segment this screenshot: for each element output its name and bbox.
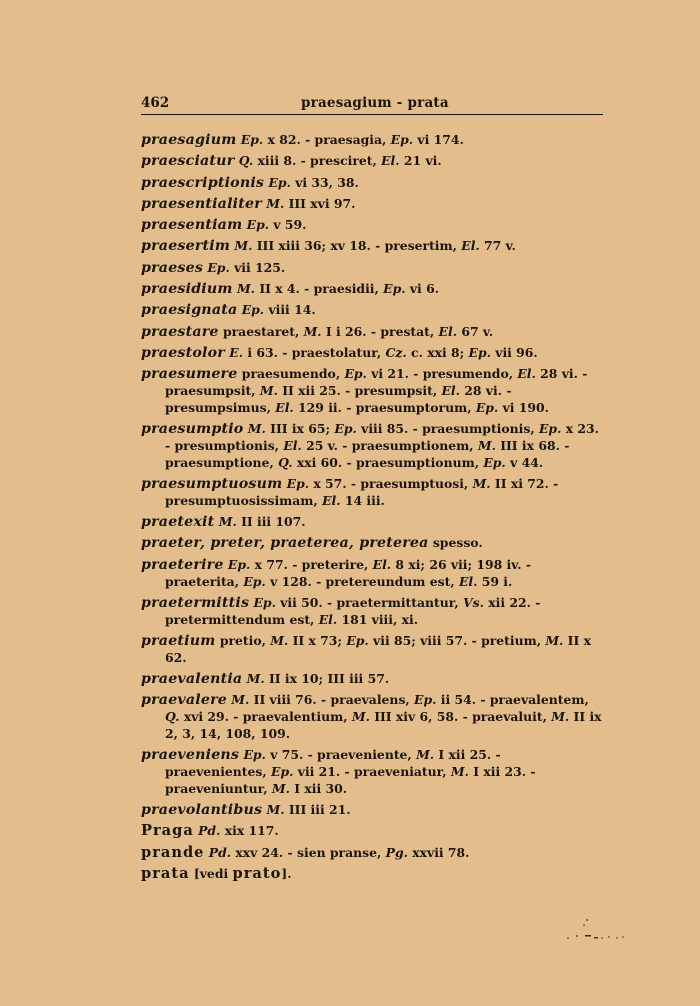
- entry-headword: prata: [141, 864, 190, 882]
- dictionary-entry: [141, 535, 603, 552]
- citation-text: II viii 76. - praevalens,: [249, 692, 415, 708]
- citation-text: II ix 10; III iii 57.: [264, 671, 390, 687]
- work-abbreviation: Pg.: [385, 844, 408, 860]
- dictionary-entry: [141, 175, 603, 192]
- work-abbreviation: Ep.: [243, 573, 266, 589]
- citation-text: vii 96.: [490, 344, 538, 360]
- entry-headword: praesciatur: [141, 153, 235, 170]
- entry-list: [141, 132, 603, 887]
- citation-text: vi 6.: [405, 281, 440, 297]
- work-abbreviation: El.: [441, 383, 460, 399]
- dictionary-entry: [141, 302, 603, 319]
- work-abbreviation: El.: [438, 323, 458, 339]
- citation-text: spesso.: [432, 535, 483, 551]
- entry-headword: praescriptionis: [141, 174, 265, 191]
- citation-text: III xiv 6, 58. - praevaluit,: [369, 709, 552, 725]
- citation-text: xvi 29. - praevalentium,: [179, 709, 352, 725]
- dictionary-entry: [141, 238, 603, 255]
- entry-headword: praesentialiter: [141, 195, 262, 212]
- citation-text: x 23. - presumptionis,: [165, 421, 599, 453]
- entry-headword: Praga: [141, 822, 194, 840]
- entry-headword: praetexit: [141, 514, 215, 531]
- citation-text: III xiii 36; xv 18. - presertim,: [252, 238, 462, 254]
- dictionary-entry: [141, 476, 603, 510]
- scan-specks-decoration: [565, 916, 627, 942]
- citation-text: v 75. - praeveniente,: [265, 747, 417, 763]
- work-abbreviation: Ep.: [227, 556, 251, 572]
- entry-headword: praesumptuosum: [141, 476, 283, 493]
- citation-text: 28 vi. - praesumpsit,: [165, 366, 588, 399]
- citation-text: vi 190.: [498, 399, 549, 415]
- work-abbreviation: Ep.: [414, 692, 437, 708]
- citation-text: v 44.: [505, 454, 544, 470]
- citation-text: vi 174.: [413, 132, 464, 147]
- entry-headword: praesignata: [141, 302, 238, 319]
- work-abbreviation: Ep.: [241, 302, 265, 318]
- work-abbreviation: M.: [266, 802, 285, 818]
- citation-text: 28 vi. - presumpsimus,: [165, 383, 512, 415]
- work-abbreviation: M.: [271, 780, 290, 796]
- work-abbreviation: M.: [234, 238, 253, 254]
- work-abbreviation: Ep.: [243, 747, 266, 763]
- citation-text: ].: [281, 865, 292, 881]
- dictionary-entry: [141, 692, 603, 742]
- citation-text: I xii 23. - praeveniuntur,: [165, 764, 536, 796]
- work-abbreviation: M.: [246, 671, 265, 687]
- work-abbreviation: Ep.: [246, 217, 270, 233]
- citation-text: v 128. - pretereundum est,: [265, 573, 459, 589]
- citation-text: v 59.: [269, 217, 307, 233]
- dictionary-entry: [141, 153, 603, 170]
- citation-text: viii 85. - praesumptionis,: [356, 421, 539, 437]
- work-abbreviation: M.: [545, 632, 564, 648]
- citation-text: III ix 68. - praesumptione,: [165, 437, 570, 470]
- work-abbreviation: El.: [322, 492, 341, 508]
- entry-headword: praesumptio: [141, 421, 244, 438]
- citation-text: II x 4. - praesidii,: [255, 281, 384, 297]
- work-abbreviation: Ep.: [207, 259, 230, 275]
- dictionary-entry: [141, 421, 603, 471]
- citation-text: x 82. - praesagia,: [263, 132, 391, 147]
- citation-text: vi 33, 38.: [290, 174, 359, 190]
- work-abbreviation: Ep.: [346, 632, 369, 648]
- work-abbreviation: Ep.: [344, 366, 367, 382]
- work-abbreviation: Cz.: [385, 344, 407, 360]
- citation-text: I xii 30.: [289, 780, 348, 796]
- entry-headword: prande: [141, 843, 205, 861]
- work-abbreviation: Vs.: [463, 594, 484, 610]
- citation-text: II xii 25. - presumpsit,: [277, 383, 442, 399]
- citation-text: praesumendo,: [241, 366, 345, 382]
- citation-text: i 63. - praestolatur,: [243, 344, 386, 360]
- work-abbreviation: El.: [283, 437, 302, 453]
- citation-text: 77 v.: [479, 238, 516, 254]
- citation-text: xxv 24. - sien pranse,: [231, 844, 386, 860]
- work-abbreviation: Ep.: [253, 594, 276, 610]
- work-abbreviation: M.: [477, 437, 496, 453]
- work-abbreviation: Ep.: [383, 281, 406, 297]
- work-abbreviation: Ep.: [390, 132, 414, 147]
- work-abbreviation: Ep.: [468, 344, 491, 360]
- work-abbreviation: M.: [218, 514, 237, 530]
- citation-text: xiii 8. - presciret,: [253, 153, 382, 169]
- citation-text: x 77. - preterire,: [250, 556, 373, 572]
- work-abbreviation: El.: [318, 611, 338, 627]
- citation-text: 129 ii. - praesumptorum,: [293, 399, 476, 415]
- entry-headword: praevalentia: [141, 671, 243, 688]
- citation-text: III xvi 97.: [284, 195, 356, 211]
- citation-text: 25 v. - praesumptionem,: [301, 437, 478, 453]
- citation-text: vii 125.: [229, 259, 286, 275]
- dictionary-entry: [141, 802, 603, 819]
- work-abbreviation: M.: [247, 421, 266, 437]
- citation-text: vi 21. - presumendo,: [366, 366, 518, 382]
- citation-text: pretio,: [219, 632, 271, 648]
- running-head: [141, 92, 603, 115]
- citation-text: vii 85; viii 57. - pretium,: [368, 632, 546, 648]
- running-title: praesagium - prata: [301, 95, 449, 111]
- dictionary-entry: [141, 281, 603, 298]
- citation-text: II xi 72. - presumptuosissimam,: [165, 476, 559, 508]
- citation-text: 8 xi; 26 vii; 198 iv. - praeterita,: [165, 556, 531, 589]
- dictionary-entry: [141, 747, 603, 797]
- citation-text: xix 117.: [220, 823, 279, 839]
- citation-text: vii 50. - praetermittantur,: [275, 594, 463, 610]
- work-abbreviation: M.: [450, 764, 469, 779]
- work-abbreviation: El.: [275, 399, 294, 415]
- dictionary-entry: [141, 366, 603, 416]
- work-abbreviation: Ep.: [271, 764, 294, 779]
- dictionary-entry: [141, 132, 603, 149]
- citation-text: xii 22. - pretermittendum est,: [165, 594, 541, 627]
- entry-headword: praetermittis: [141, 594, 250, 611]
- citation-text: 181 viii, xi.: [337, 611, 419, 627]
- work-abbreviation: E.: [229, 344, 244, 360]
- citation-text: [vedi: [193, 865, 233, 881]
- citation-text: vii 21. - praeveniatur,: [293, 764, 451, 779]
- citation-text: 21 vi.: [399, 153, 442, 169]
- citation-text: I xii 25. - praevenientes,: [165, 747, 501, 779]
- entry-headword: praesumere: [141, 366, 238, 383]
- entry-headword: praesentiam: [141, 217, 243, 234]
- work-abbreviation: M.: [231, 692, 250, 708]
- citation-text: 14 iii.: [340, 492, 385, 508]
- work-abbreviation: Q.: [165, 709, 180, 725]
- entry-headword: praestare: [141, 323, 219, 340]
- work-abbreviation: M.: [259, 383, 278, 399]
- dictionary-entry: [141, 217, 603, 234]
- dictionary-entry: [141, 324, 603, 341]
- work-abbreviation: Ep.: [483, 454, 506, 470]
- entry-headword: praeveniens: [141, 747, 240, 764]
- work-abbreviation: El.: [517, 366, 536, 382]
- citation-text: viii 14.: [264, 302, 316, 318]
- dictionary-entry: [141, 866, 603, 883]
- work-abbreviation: Q.: [278, 454, 293, 470]
- entry-headword: praesertim: [141, 238, 231, 255]
- entry-headword: praeses: [141, 259, 204, 276]
- entry-headword: praevalere: [141, 692, 227, 709]
- citation-text: 67 v.: [457, 323, 494, 339]
- work-abbreviation: M.: [266, 195, 285, 211]
- entry-headword: praesagium: [141, 132, 237, 148]
- entry-headword: praetium: [141, 632, 216, 649]
- dictionary-entry: [141, 823, 603, 840]
- work-abbreviation: M.: [303, 323, 322, 339]
- entry-headword: praesidium: [141, 281, 233, 298]
- work-abbreviation: M.: [551, 709, 570, 725]
- work-abbreviation: Ep.: [475, 399, 499, 415]
- citation-text: III ix 65;: [265, 421, 335, 437]
- citation-text: x 57. - praesumptuosi,: [309, 476, 473, 492]
- citation-text: c. xxi 8;: [406, 344, 469, 360]
- citation-text: 59 i.: [477, 573, 513, 589]
- dictionary-entry: [141, 514, 603, 531]
- citation-text: II x 73;: [288, 632, 347, 648]
- work-abbreviation: Ep.: [286, 476, 310, 492]
- work-abbreviation: Ep.: [538, 421, 562, 437]
- dictionary-entry: [141, 557, 603, 591]
- work-abbreviation: Q.: [238, 153, 254, 169]
- citation-text: xxi 60. - praesumptionum,: [292, 454, 484, 470]
- dictionary-entry: [141, 345, 603, 362]
- citation-text: ii 54. - praevalentem,: [436, 692, 589, 708]
- work-abbreviation: Ep.: [240, 132, 264, 147]
- dictionary-entry: [141, 595, 603, 629]
- page-number: 462: [141, 95, 170, 111]
- citation-text: II iii 107.: [236, 514, 306, 530]
- entry-headword: praevolantibus: [141, 802, 263, 819]
- entry-headword: praestolor: [141, 344, 225, 361]
- dictionary-entry: [141, 845, 603, 862]
- work-abbreviation: Ep.: [268, 174, 291, 190]
- dictionary-entry: [141, 260, 603, 277]
- work-abbreviation: El.: [458, 573, 478, 589]
- citation-text: III iii 21.: [284, 802, 351, 818]
- work-abbreviation: M.: [270, 632, 289, 648]
- work-abbreviation: El.: [372, 556, 392, 572]
- work-abbreviation: Ep.: [334, 421, 357, 437]
- citation-text: II ix 2, 3, 14, 108, 109.: [165, 709, 602, 741]
- citation-text: praestaret,: [222, 323, 304, 339]
- work-abbreviation: El.: [381, 153, 400, 169]
- cross-reference-headword: prato: [232, 864, 282, 882]
- work-abbreviation: M.: [472, 476, 491, 492]
- entry-headword: praeter, preter, praeterea, preterea: [141, 535, 429, 552]
- work-abbreviation: M.: [351, 709, 370, 725]
- dictionary-entry: [141, 633, 603, 667]
- dictionary-entry: [141, 196, 603, 213]
- work-abbreviation: Pd.: [198, 823, 221, 839]
- entry-headword: praeterire: [141, 556, 224, 573]
- work-abbreviation: El.: [461, 238, 480, 254]
- work-abbreviation: Pd.: [208, 844, 232, 860]
- dictionary-entry: [141, 671, 603, 688]
- citation-text: xxvii 78.: [407, 844, 470, 860]
- citation-text: II x 62.: [165, 632, 591, 665]
- citation-text: I i 26. - prestat,: [321, 323, 439, 339]
- work-abbreviation: M.: [416, 747, 435, 763]
- work-abbreviation: M.: [236, 281, 255, 297]
